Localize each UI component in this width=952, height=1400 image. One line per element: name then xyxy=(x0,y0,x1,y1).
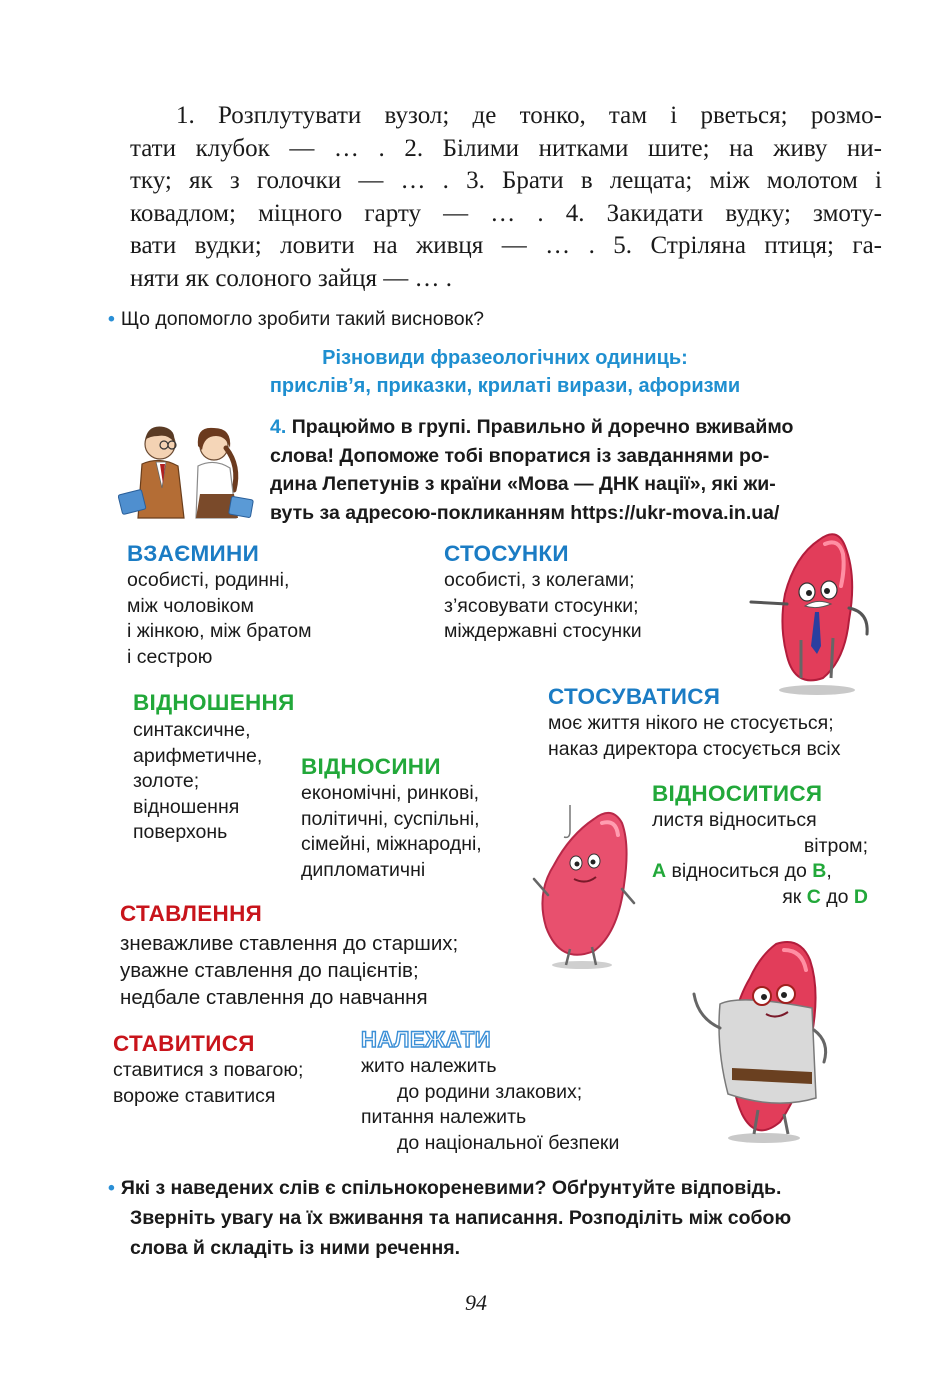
question-common-roots xyxy=(108,1173,888,1263)
word-stavytysia: СТАВИТИСЯ xyxy=(113,1031,255,1056)
question-line: Які з наведених слів є спільнокореневими? Обґрунтуйте відповідь. xyxy=(120,1177,782,1199)
definition-line: золоте; xyxy=(133,770,200,792)
definition-line: і сестрою xyxy=(127,645,213,668)
intro-line: вати вудки; ловити на живця — … . 5. Стріляна птиця; га- xyxy=(130,232,882,259)
bullet-icon: • xyxy=(108,1177,115,1199)
word-vidnoshennia: ВІДНОШЕННЯ xyxy=(133,690,295,715)
word-vidnosyny: ВІДНОСИНИ xyxy=(301,754,441,779)
page-number: 94 xyxy=(465,1290,487,1315)
definition-line: уважне ставлення до пацієнтів; xyxy=(120,959,419,982)
definition-line: відношення xyxy=(133,795,240,818)
definition-line: до родини злакових; xyxy=(397,1080,583,1103)
definition-line: ставитися з повагою; xyxy=(113,1059,304,1081)
mascot-fishing-illustration xyxy=(530,805,640,975)
task-number: 4. xyxy=(270,416,287,438)
definition-nalezhaty xyxy=(361,1054,619,1156)
topic-heading-line-1: Різновиди фразеологічних одиниць: xyxy=(322,347,688,369)
definition-line: моє життя нікого не стосується; xyxy=(548,712,834,734)
intro-line: няти як солоного зайця — … . xyxy=(130,264,453,292)
definition-text: до xyxy=(820,885,854,908)
definition-line: міждержавні стосунки xyxy=(444,620,642,642)
mascot-glasses-illustration xyxy=(680,938,832,1146)
definition-stavlennia xyxy=(120,930,458,1011)
question-conclusion xyxy=(108,308,484,331)
task-line: слова! Допоможе тобі впоратися із завданнями ро- xyxy=(270,444,770,467)
definition-line xyxy=(652,885,868,911)
definition-stosunky xyxy=(444,568,642,645)
definition-line: особисті, родинні, xyxy=(127,569,290,591)
word-stosunky: СТОСУНКИ xyxy=(444,541,569,566)
question-line: слова й складіть із ними речення. xyxy=(130,1237,461,1259)
definition-vidnoshennia xyxy=(133,718,262,846)
mascot-tie-illustration xyxy=(745,528,880,700)
definition-line: арифметичне, xyxy=(133,744,263,767)
definition-line: синтаксичне, xyxy=(133,719,251,741)
children-talking-illustration xyxy=(118,418,258,526)
definition-line xyxy=(652,859,868,885)
definition-vidnosyny xyxy=(301,781,482,883)
definition-line: поверхонь xyxy=(133,821,228,843)
letter-d: D xyxy=(853,885,868,908)
question-text: Що допомогло зробити такий висновок? xyxy=(120,308,484,330)
definition-line: недбале ставлення до навчання xyxy=(120,986,428,1009)
definition-line: зневажливе ставлення до старших; xyxy=(120,932,459,955)
question-line: Зверніть увагу на їх вживання та написання. Розподіліть між собою xyxy=(130,1207,792,1229)
word-vzaiemyny: ВЗАЄМИНИ xyxy=(127,541,260,566)
definition-line: і жінкою, між братом xyxy=(127,620,312,642)
intro-line: тати клубок — … . 2. Білими нитками шите; на живу ни- xyxy=(130,134,882,162)
topic-heading-line-2: прислів’я, приказки, крилаті вирази, афоризми xyxy=(269,375,741,397)
bullet-icon: • xyxy=(108,308,115,330)
definition-line: політичні, суспільні, xyxy=(301,807,480,830)
definition-stosuvatysia xyxy=(548,711,840,762)
definition-vidnosytysia xyxy=(652,808,868,910)
definition-line: вітром; xyxy=(803,834,868,857)
definition-stavytysia xyxy=(113,1058,303,1109)
definition-line: дипломатичні xyxy=(301,858,426,881)
definition-line: з’ясовувати стосунки; xyxy=(444,594,639,617)
definition-line: економічні, ринкові, xyxy=(301,782,480,804)
definition-line: особисті, з колегами; xyxy=(444,569,635,591)
definition-line: до національної безпеки xyxy=(397,1131,620,1154)
definition-line: жито належить xyxy=(361,1055,497,1077)
intro-line: ковадлом; міцного гарту — … . 4. Закидати вудку; змоту- xyxy=(130,199,882,227)
intro-line: тку; як з голочки — … . 3. Брати в лещата; між молотом і xyxy=(130,167,882,194)
word-stavlennia: СТАВЛЕННЯ xyxy=(120,901,263,926)
word-vidnosytysia: ВІДНОСИТИСЯ xyxy=(652,781,823,806)
letter-c: C xyxy=(806,885,821,908)
definition-line: сімейні, міжнародні, xyxy=(301,833,482,855)
intro-paragraph xyxy=(130,100,882,295)
letter-b: B xyxy=(812,860,827,882)
definition-text: , xyxy=(826,860,832,882)
letter-a: A xyxy=(652,860,667,882)
definition-text: відноситься до xyxy=(666,860,813,882)
definition-line: наказ директора стосується всіх xyxy=(548,737,841,760)
definition-line: листя відноситься xyxy=(652,809,817,831)
word-stosuvatysia: СТОСУВАТИСЯ xyxy=(548,684,721,709)
definition-line: питання належить xyxy=(361,1106,527,1128)
definition-text: як xyxy=(782,885,807,908)
word-nalezhaty: НАЛЕЖАТИ xyxy=(361,1027,492,1052)
task-line: дина Лепетунів з країни «Мова — ДНК нації», які жи- xyxy=(270,473,776,495)
task-4 xyxy=(270,413,880,527)
intro-line: 1. Розплутувати вузол; де тонко, там і рветься; розмо- xyxy=(176,102,882,129)
task-line: вуть за адресою-покликанням https://ukr-mova.in.ua/ xyxy=(270,501,780,524)
definition-line: вороже ставитися xyxy=(113,1084,276,1107)
definition-line: між чоловіком xyxy=(127,594,254,617)
definition-vzaiemyny xyxy=(127,568,312,670)
task-line: Працюймо в групі. Правильно й доречно вживаймо xyxy=(291,416,794,438)
